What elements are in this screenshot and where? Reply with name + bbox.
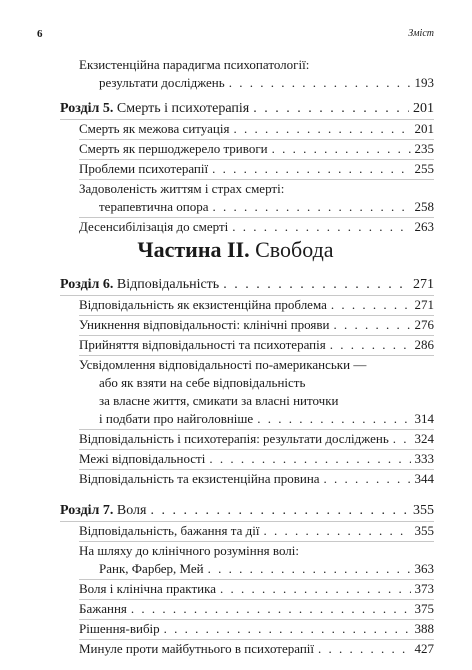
leader-dots — [233, 120, 410, 138]
toc-page-number: 258 — [414, 199, 434, 214]
toc-entry-title: Воля і клінічна практика — [79, 581, 216, 596]
toc-chapter-5[interactable] — [60, 100, 434, 118]
part-heading — [37, 236, 434, 264]
leader-dots — [212, 198, 410, 216]
toc-page-number: 373 — [414, 581, 434, 596]
leader-dots — [220, 580, 411, 598]
leader-dots — [331, 296, 411, 314]
toc-page-number: 333 — [414, 451, 434, 466]
toc-page-number: 201 — [414, 121, 434, 136]
toc-entry-title: терапевтична опора — [99, 199, 209, 214]
toc-entry-title: Відповідальність та екзистенційна провина — [79, 471, 320, 486]
chapter-label: Розділ 7. — [60, 503, 114, 518]
leader-dots — [253, 100, 409, 118]
part-label: Частина II. — [137, 237, 250, 262]
toc-entry[interactable] — [79, 620, 434, 638]
toc-entry[interactable] — [79, 450, 434, 468]
chapter-label: Розділ 5. — [60, 101, 114, 116]
toc-page-number: 427 — [414, 641, 434, 656]
toc-entry[interactable] — [79, 198, 434, 216]
part-title: Свобода — [255, 237, 334, 262]
toc-page-number: 375 — [414, 601, 434, 616]
chapter-title: Воля — [116, 503, 147, 518]
toc-entry[interactable] — [79, 74, 434, 92]
toc-entry-title: Прийняття відповідальності та психотерапія — [79, 337, 326, 352]
toc-page-number: 286 — [414, 337, 434, 352]
toc-entry[interactable] — [79, 140, 434, 158]
leader-dots — [212, 160, 410, 178]
toc-entry[interactable] — [79, 160, 434, 178]
page-number: 6 — [37, 28, 43, 40]
toc-page-number: 324 — [414, 431, 434, 446]
toc-entry[interactable] — [79, 296, 434, 314]
toc-entry-line: за власне життя, смикати за власні ниточки — [99, 393, 339, 408]
leader-dots — [318, 640, 410, 658]
toc-entry[interactable] — [79, 316, 434, 334]
leader-dots — [164, 620, 411, 638]
toc-entry[interactable] — [79, 580, 434, 598]
toc-page-number: 255 — [414, 161, 434, 176]
chapter-label: Розділ 6. — [60, 277, 114, 292]
chapter-title: Відповідальність — [116, 277, 220, 292]
toc-entry[interactable] — [79, 470, 434, 488]
leader-dots — [208, 560, 411, 578]
toc-entry-title: результати досліджень — [99, 75, 225, 90]
leader-dots — [324, 470, 411, 488]
toc-entry[interactable] — [79, 120, 434, 138]
leader-dots — [393, 430, 411, 448]
toc-entry-title: Десенсибілізація до смерті — [79, 219, 229, 234]
leader-dots — [333, 316, 410, 334]
toc-page-number: 193 — [414, 75, 434, 90]
toc-page-number: 276 — [414, 317, 434, 332]
toc-entry-line: Задоволеність життям і страх смерті: — [79, 181, 285, 196]
toc-entry[interactable] — [79, 640, 434, 658]
toc-page-number: 235 — [414, 141, 434, 156]
leader-dots — [272, 140, 411, 158]
toc-entry-title: Смерть як першоджерело тривоги — [79, 141, 268, 156]
toc-page-number: 271 — [414, 297, 434, 312]
leader-dots — [229, 74, 411, 92]
toc-entry-title: Відповідальність як екзистенційна проблема — [79, 297, 327, 312]
toc-entry-line: або як взяти на себе відповідальність — [99, 375, 306, 390]
toc-entry[interactable] — [79, 218, 434, 236]
toc-entry-line: Екзистенційна парадигма психопатології: — [79, 57, 310, 72]
leader-dots — [330, 336, 411, 354]
leader-dots — [257, 410, 410, 428]
toc-page-number: 344 — [414, 471, 434, 486]
toc-entry-title: Межі відповідальності — [79, 451, 206, 466]
toc-entry[interactable] — [79, 522, 434, 540]
leader-dots — [223, 276, 409, 294]
toc-entry-title: Проблеми психотерапії — [79, 161, 209, 176]
toc-entry[interactable] — [79, 560, 434, 578]
toc-entry-title: і подбати про найголовніше — [99, 411, 254, 426]
running-title: Зміст — [408, 28, 434, 39]
chapter-title: Смерть і психотерапія — [116, 101, 250, 116]
toc-page-number: 263 — [414, 219, 434, 234]
toc-entry-title: Рішення-вибір — [79, 621, 160, 636]
toc-page-number: 314 — [414, 411, 434, 426]
toc-entry-title: Смерть як межова ситуація — [79, 121, 230, 136]
toc-entry[interactable] — [79, 410, 434, 428]
toc-entry-title: Уникнення відповідальності: клінічні прояви — [79, 317, 330, 332]
leader-dots — [131, 600, 411, 618]
leader-dots — [263, 522, 410, 540]
toc-entry-title: Бажання — [79, 601, 127, 616]
toc-page-number: 271 — [413, 277, 434, 292]
toc-entry[interactable] — [79, 600, 434, 618]
toc-page-number: 355 — [413, 503, 434, 518]
toc-entry[interactable] — [79, 430, 434, 448]
toc-chapter-6[interactable] — [60, 276, 434, 294]
toc-page-number: 388 — [414, 621, 434, 636]
toc-entry[interactable] — [79, 336, 434, 354]
leader-dots — [232, 218, 410, 236]
toc-entry-line: Усвідомлення відповідальності по-американськи — — [79, 357, 367, 372]
toc-entry-title: Ранк, Фарбер, Мей — [99, 561, 204, 576]
leader-dots — [151, 502, 410, 520]
toc-entry-line: На шляху до клінічного розуміння волі: — [79, 543, 300, 558]
toc-entry-title: Відповідальність, бажання та дії — [79, 523, 260, 538]
toc-page-number: 201 — [413, 101, 434, 116]
toc-chapter-7[interactable] — [60, 502, 434, 520]
toc-page-number: 363 — [414, 561, 434, 576]
toc-entry-title: Минуле проти майбутнього в психотерапії — [79, 641, 315, 656]
page-header — [37, 28, 434, 44]
toc-page-number: 355 — [414, 523, 434, 538]
leader-dots — [209, 450, 410, 468]
toc-entry-title: Відповідальність і психотерапія: результати досліджень — [79, 431, 389, 446]
